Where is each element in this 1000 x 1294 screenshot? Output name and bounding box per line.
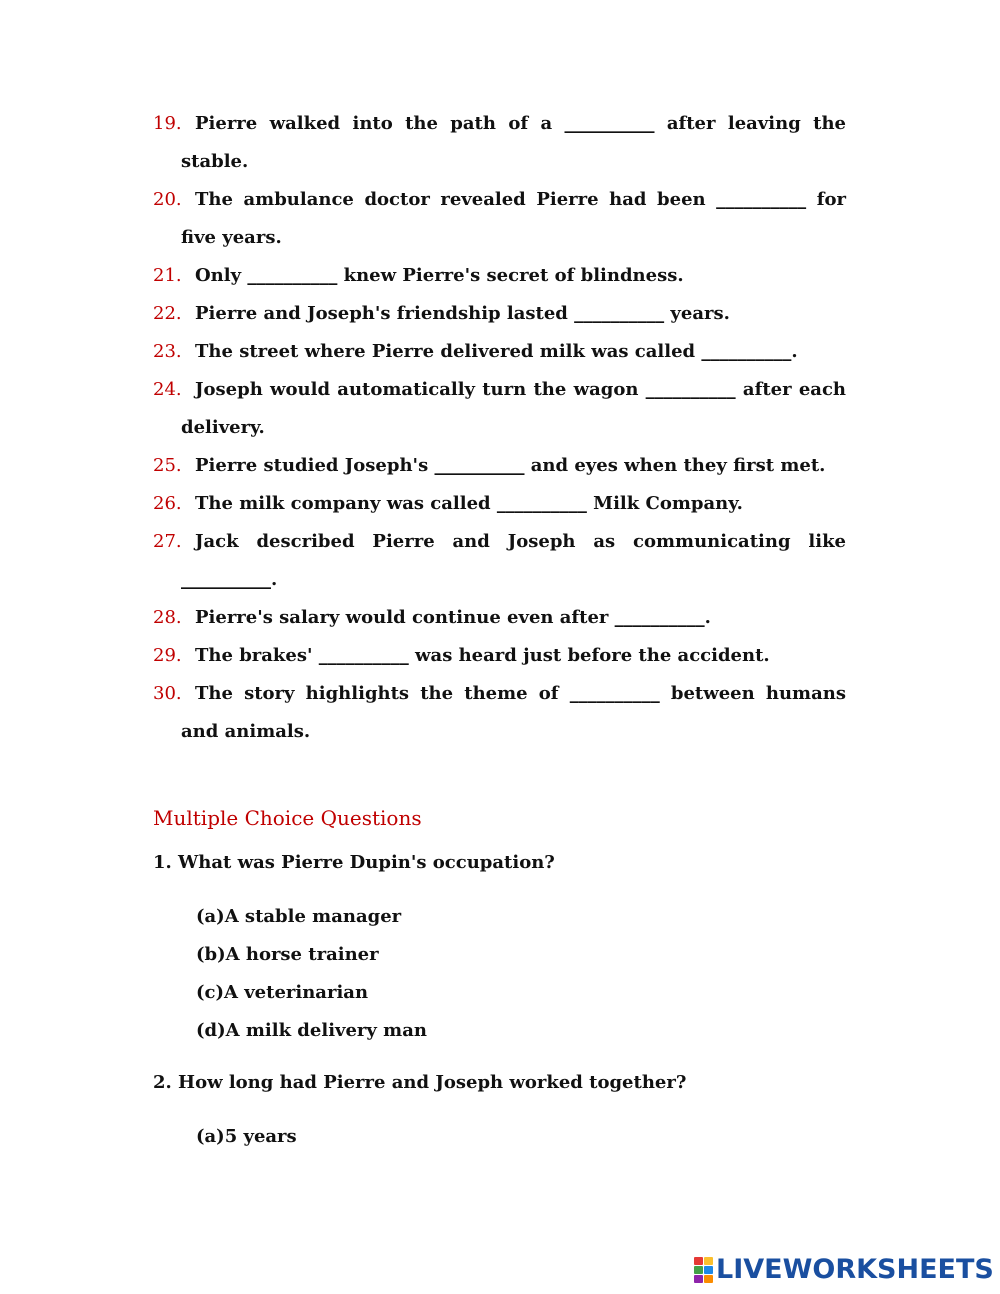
list-item bbox=[153, 333, 846, 371]
mcq-question-1: 1. What was Pierre Dupin's occupation? bbox=[153, 852, 555, 873]
list-item bbox=[153, 257, 846, 295]
question-number: 29. bbox=[153, 645, 182, 666]
question-number: 30. bbox=[153, 683, 182, 704]
liveworksheets-logo bbox=[694, 1254, 994, 1285]
question-number: 27. bbox=[153, 531, 182, 552]
list-item bbox=[153, 295, 846, 333]
question-number: 22. bbox=[153, 303, 182, 324]
question-text: The milk company was called __________ Milk Company. bbox=[195, 493, 743, 514]
question-text: The ambulance doctor revealed Pierre had been __________ for five years. bbox=[181, 189, 846, 248]
logo-block bbox=[704, 1257, 713, 1265]
question-text: Pierre and Joseph's friendship lasted __________ years. bbox=[195, 303, 730, 324]
question-text: Pierre studied Joseph's __________ and eyes when they first met. bbox=[195, 455, 826, 476]
list-item bbox=[153, 523, 846, 599]
mcq-option[interactable]: (d)A milk delivery man bbox=[196, 1020, 427, 1041]
question-number: 24. bbox=[153, 379, 182, 400]
mcq-option[interactable]: (b)A horse trainer bbox=[196, 944, 379, 965]
question-text: The street where Pierre delivered milk was called __________. bbox=[195, 341, 798, 362]
question-number: 19. bbox=[153, 113, 182, 134]
fill-in-blank-list bbox=[153, 105, 846, 751]
question-number: 28. bbox=[153, 607, 182, 628]
mcq-options-1 bbox=[196, 898, 427, 1050]
logo-block bbox=[704, 1275, 713, 1283]
list-item bbox=[153, 105, 846, 181]
question-text: The brakes' __________ was heard just before the accident. bbox=[195, 645, 770, 666]
question-text: Pierre's salary would continue even after __________. bbox=[195, 607, 711, 628]
question-number: 23. bbox=[153, 341, 182, 362]
question-text: Pierre walked into the path of a __________ after leaving the stable. bbox=[181, 113, 846, 172]
logo-mark-icon bbox=[694, 1257, 713, 1283]
question-number: 26. bbox=[153, 493, 182, 514]
mcq-question-2: 2. How long had Pierre and Joseph worked together? bbox=[153, 1072, 687, 1093]
list-item bbox=[153, 675, 846, 751]
question-number: 21. bbox=[153, 265, 182, 286]
question-text: Only __________ knew Pierre's secret of blindness. bbox=[195, 265, 684, 286]
question-text: The story highlights the theme of __________ between humans and animals. bbox=[181, 683, 846, 742]
logo-block bbox=[694, 1275, 703, 1283]
list-item bbox=[153, 447, 846, 485]
mcq-option[interactable]: (a)A stable manager bbox=[196, 906, 402, 927]
logo-block bbox=[694, 1266, 703, 1274]
section-heading: Multiple Choice Questions bbox=[153, 806, 422, 830]
mcq-option[interactable]: (a)5 years bbox=[196, 1126, 297, 1147]
logo-text: LIVEWORKSHEETS bbox=[716, 1254, 994, 1285]
logo-block bbox=[704, 1266, 713, 1274]
logo-block bbox=[694, 1257, 703, 1265]
list-item bbox=[153, 181, 846, 257]
question-text: Joseph would automatically turn the wagon __________ after each delivery. bbox=[181, 379, 846, 438]
list-item bbox=[153, 599, 846, 637]
list-item bbox=[153, 637, 846, 675]
list-item bbox=[153, 485, 846, 523]
list-item bbox=[153, 371, 846, 447]
mcq-options-2 bbox=[196, 1118, 297, 1156]
question-number: 25. bbox=[153, 455, 182, 476]
question-number: 20. bbox=[153, 189, 182, 210]
mcq-option[interactable]: (c)A veterinarian bbox=[196, 982, 369, 1003]
question-text: Jack described Pierre and Joseph as communicating like __________. bbox=[181, 531, 846, 590]
